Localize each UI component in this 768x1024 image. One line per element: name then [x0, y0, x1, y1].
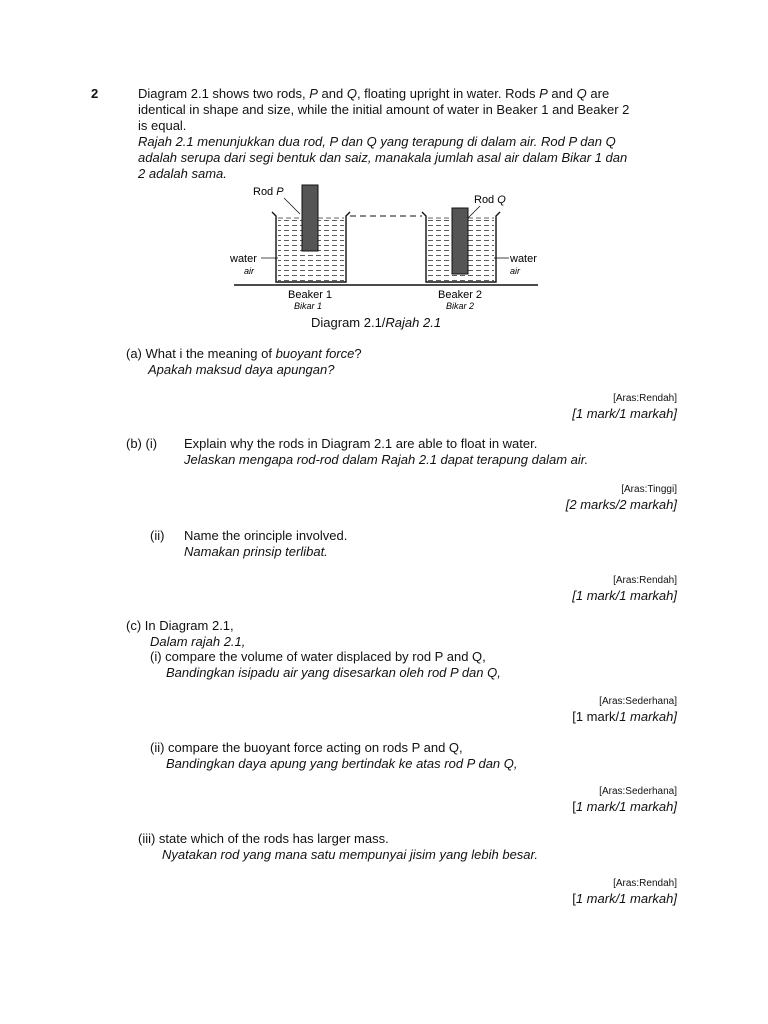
air-left-label: air — [244, 266, 255, 276]
part-c-iii-ms: Nyatakan rod yang mana satu mempunyai jisim yang lebih besar. — [162, 847, 538, 862]
diagram-caption: Diagram 2.1/Rajah 2.1 — [311, 315, 442, 330]
rod-p-label: Rod P — [253, 186, 284, 198]
beaker2-label: Beaker 2 — [438, 289, 483, 301]
part-a-marks: [1 mark/1 markah] — [572, 406, 677, 421]
part-b-i-label: (b) (i) — [126, 436, 158, 451]
part-a-ms: Apakah maksud daya apungan? — [148, 362, 335, 377]
part-b-ii-en: Name the orinciple involved. — [184, 528, 348, 543]
rod-p — [302, 185, 318, 251]
rod-q — [452, 208, 468, 274]
part-b-i-en: Explain why the rods in Diagram 2.1 are able to float in water. — [184, 436, 538, 451]
air-right-label: air — [510, 266, 521, 276]
intro-en-line3: is equal. — [138, 118, 187, 133]
rod-q-label: Rod Q — [474, 194, 506, 206]
intro-ms-line2: adalah serupa dari segi bentuk dan saiz, manakala jumlah asal air dalam Bikar 1 dan — [138, 150, 628, 165]
part-b-i-level: [Aras:Tinggi] — [621, 484, 677, 495]
part-c-ii-marks: [1 mark/1 markah] — [572, 799, 677, 814]
part-c-iii-level: [Aras:Rendah] — [613, 878, 677, 889]
part-c-i-level: [Aras:Sederhana] — [599, 696, 677, 707]
part-b-ii-level: [Aras:Rendah] — [613, 575, 677, 586]
intro-en-line2: identical in shape and size, while the initial amount of water in Beaker 1 and Beaker 2 — [138, 102, 630, 117]
question-number: 2 — [91, 86, 99, 101]
part-c-label: (c) In Diagram 2.1, — [126, 618, 234, 633]
diagram-2-1 — [228, 178, 544, 316]
water-right-label: water — [510, 253, 537, 265]
part-b-i-ms: Jelaskan mengapa rod-rod dalam Rajah 2.1 dapat terapung dalam air. — [184, 452, 589, 467]
water-left-label: water — [230, 253, 257, 265]
part-c-i-ms: Bandingkan isipadu air yang disesarkan oleh rod P dan Q, — [166, 665, 501, 680]
bikar2-label: Bikar 2 — [446, 301, 475, 311]
part-b-ii-marks: [1 mark/1 markah] — [572, 588, 677, 603]
part-c-ii-ms: Bandingkan daya apung yang bertindak ke atas rod P dan Q, — [166, 756, 518, 771]
part-c-ii-level: [Aras:Sederhana] — [599, 786, 677, 797]
part-a-question: (a) What i the meaning of buoyant force? — [126, 346, 362, 361]
part-c-iii-en: (iii) state which of the rods has larger mass. — [138, 831, 389, 846]
part-c-i-marks: [1 mark/1 markah] — [572, 709, 677, 724]
bikar1-label: Bikar 1 — [294, 301, 323, 311]
intro-en-line1: Diagram 2.1 shows two rods, P and Q, floating upright in water. Rods P and Q are — [138, 86, 610, 101]
intro-ms-line1: Rajah 2.1 menunjukkan dua rod, P dan Q yang terapung di dalam air. Rod P dan Q — [138, 134, 616, 149]
intro-ms-line3: 2 adalah sama. — [138, 166, 227, 181]
part-b-ii-ms: Namakan prinsip terlibat. — [184, 544, 328, 559]
part-b-ii-label: (ii) — [150, 528, 165, 543]
part-c-iii-marks: [1 mark/1 markah] — [572, 891, 677, 906]
part-c-ms: Dalam rajah 2.1, — [150, 634, 246, 649]
beaker1-label: Beaker 1 — [288, 289, 333, 301]
part-a-level: [Aras:Rendah] — [613, 393, 677, 404]
part-c-ii-en: (ii) compare the buoyant force acting on rods P and Q, — [150, 740, 463, 755]
part-b-i-marks: [2 marks/2 markah] — [565, 497, 677, 512]
part-c-i-en: (i) compare the volume of water displaced by rod P and Q, — [150, 649, 486, 664]
